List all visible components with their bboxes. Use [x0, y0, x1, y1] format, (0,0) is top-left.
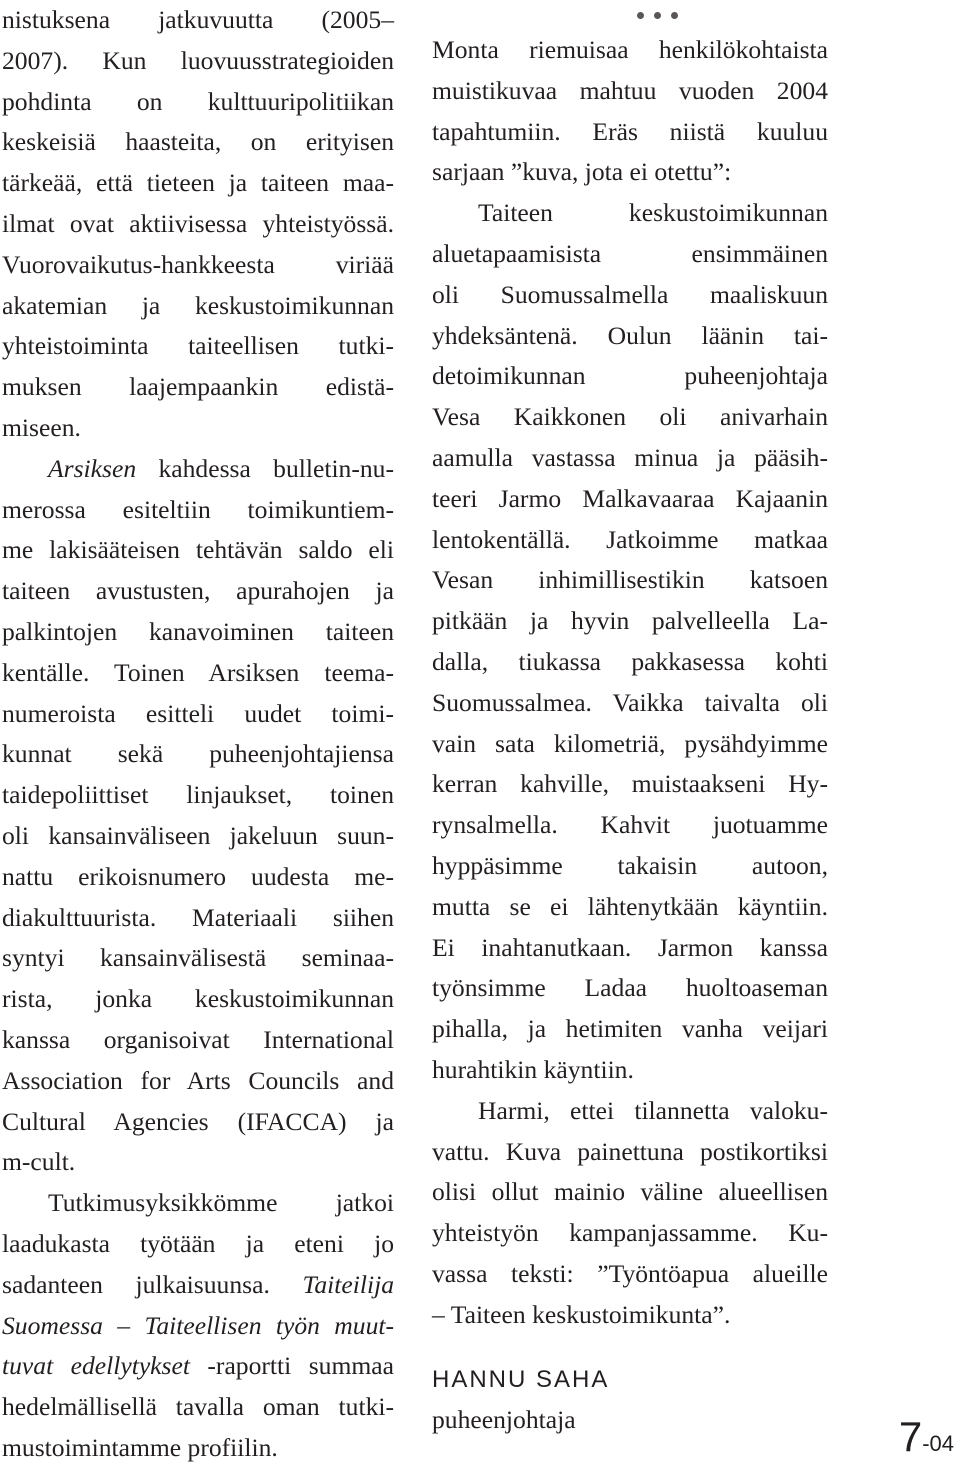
text-line: detoimikunnan puheenjohtaja: [432, 361, 828, 391]
text-line: aluetapaamisista ensimmäinen: [432, 238, 828, 268]
left-paragraph-2: [2, 449, 394, 1183]
text-line: yhteistyön kampanjassamme. Ku-: [432, 1218, 828, 1248]
text-line: vassa teksti: ”Työntöapua alueille: [432, 1258, 828, 1288]
text-fragment: -raportti summaa: [189, 1351, 394, 1381]
text-line: hurahtikin käyntiin.: [432, 1054, 634, 1084]
text-line: tärkeää, että tieteen ja taiteen maa-: [2, 168, 394, 198]
separator-dot: [671, 12, 678, 19]
text-line: rista, jonka keskustoimikunnan: [2, 984, 394, 1014]
text-fragment: kahdessa bulletin-nu-: [136, 453, 394, 483]
text-line: [2, 1306, 394, 1347]
text-line: teeri Jarmo Malkavaaraa Kajaanin: [432, 483, 828, 513]
page-number: [899, 1413, 954, 1461]
text-line: – Taiteen keskustoimikunta”.: [432, 1299, 731, 1329]
text-line: Taiteen keskustoimikunnan: [478, 198, 828, 228]
text-line: 2007). Kun luovuusstrategioiden: [2, 45, 394, 75]
report-title: Taiteilija: [302, 1269, 394, 1299]
right-column: [432, 0, 828, 1441]
text-line: yhteistoiminta taiteellisen tutki-: [2, 331, 394, 361]
text-line: Association for Arts Councils and: [2, 1065, 394, 1095]
text-line: taiteen avustusten, apurahojen ja: [2, 576, 394, 606]
text-line: me lakisääteisen tehtävän saldo eli: [2, 535, 394, 565]
text-line: akatemian ja keskustoimikunnan: [2, 290, 394, 320]
text-line: vain sata kilometriä, pysähdyimme: [432, 728, 828, 758]
text-line: syntyi kansainvälisestä seminaa-: [2, 943, 394, 973]
text-line: kunnat sekä puheenjohtajiensa: [2, 739, 394, 769]
text-line: kanssa organisoivat International: [2, 1024, 394, 1054]
text-line: pihalla, ja hetimiten vanha veijari: [432, 1014, 828, 1044]
text-line: palkintojen kanavoiminen taiteen: [2, 616, 394, 646]
left-paragraph-3: [2, 1183, 394, 1469]
right-paragraph-1: [432, 30, 828, 193]
text-line: lentokentällä. Jatkoimme matkaa: [432, 524, 828, 554]
signature-role: puheenjohtaja: [432, 1405, 576, 1435]
text-line: Cultural Agencies (IFACCA) ja: [2, 1106, 394, 1136]
right-paragraph-3: [432, 1091, 828, 1336]
text-line: Harmi, ettei tilannetta valoku-: [478, 1095, 828, 1125]
text-line: Monta riemuisaa henkilökohtaista: [432, 35, 828, 64]
text-line: kerran kahville, muistaakseni Hy-: [432, 769, 828, 799]
text-line: oli Suomussalmella maaliskuun: [432, 279, 828, 309]
text-line: taidepoliittiset linjaukset, toinen: [2, 780, 394, 810]
text-line: nattu erikoisnumero uudesta me-: [2, 861, 394, 891]
text-line: vattu. Kuva painettuna postikortiksi: [432, 1136, 828, 1166]
text-line: merossa esiteltiin toimikuntiem-: [2, 494, 394, 524]
text-line: nistuksena jatkuvuutta (2005–: [2, 5, 394, 34]
text-line: työnsimme Ladaa huoltoaseman: [432, 973, 828, 1003]
text-fragment: sadanteen julkaisuunsa.: [2, 1269, 303, 1299]
signature-name: HANNU SAHA: [432, 1365, 610, 1393]
text-line: numeroista esitteli uudet toimi-: [2, 698, 394, 728]
text-line: Vesan inhimillisestikin katsoen: [432, 565, 828, 595]
text-line: diakulttuurista. Materiaali siihen: [2, 902, 394, 932]
text-line: hedelmällisellä tavalla oman tutki-: [2, 1392, 394, 1422]
text-line: Vuorovaikutus-hankkeesta viriää: [2, 249, 394, 279]
text-line: olisi ollut mainio väline alueellisen: [432, 1177, 828, 1207]
text-line: mutta se ei lähtenytkään käyntiin.: [432, 891, 828, 921]
text-line: mustoimintamme profiilin.: [2, 1432, 278, 1462]
text-line: pohdinta on kulttuuripolitiikan: [2, 86, 394, 116]
separator-dot: [637, 12, 644, 19]
text-line: Ei inahtanutkaan. Jarmon kanssa: [432, 932, 828, 962]
text-line: sarjaan ”kuva, jota ei otettu”:: [432, 157, 732, 187]
text-line: oli kansainväliseen jakeluun suun-: [2, 820, 394, 850]
page-number-suffix: -04: [922, 1431, 954, 1456]
text-line: laadukasta työtään ja eteni jo: [2, 1228, 394, 1258]
publication-title: Arsiksen: [48, 453, 137, 483]
separator-dot: [654, 12, 661, 19]
text-line: yhdeksäntenä. Oulun läänin tai-: [432, 320, 828, 350]
page-number-main: 7: [898, 1413, 923, 1460]
text-line: keskeisiä haasteita, on erityisen: [2, 127, 394, 157]
text-line: dalla, tiukassa pakkasessa kohti: [432, 646, 828, 676]
text-line: Suomussalmea. Vaikka taivalta oli: [432, 687, 828, 717]
text-line: aamulla vastassa minua ja pääsih-: [432, 442, 828, 472]
text-line: Vesa Kaikkonen oli anivarhain: [432, 402, 828, 432]
text-line: pitkään ja hyvin palvelleella La-: [432, 606, 828, 636]
text-line: rynsalmella. Kahvit juotuamme: [432, 810, 828, 840]
text-line: muksen laajempaankin edistä-: [2, 372, 394, 402]
text-line: ilmat ovat aktiivisessa yhteistyössä.: [2, 208, 394, 238]
text-line: Tutkimusyksikkömme jatkoi: [48, 1188, 394, 1218]
section-separator-dots: [432, 0, 828, 30]
text-line: hyppäsimme takaisin autoon,: [432, 850, 828, 880]
text-line: [2, 449, 394, 490]
text-line: m-cult.: [2, 1147, 76, 1177]
text-line: [2, 1265, 394, 1306]
report-title: tuvat edellytykset: [2, 1351, 190, 1381]
left-column: [2, 0, 394, 1469]
report-title: Suomessa – Taiteellisen työn muut-: [2, 1310, 394, 1340]
text-line: tapahtumiin. Eräs niistä kuuluu: [432, 116, 828, 146]
text-line: [2, 1346, 394, 1387]
right-paragraph-2: [432, 193, 828, 1091]
text-line: kentälle. Toinen Arsiksen teema-: [2, 657, 394, 687]
text-line: muistikuvaa mahtuu vuoden 2004: [432, 75, 828, 105]
left-paragraph-1: [2, 0, 394, 449]
text-line: miseen.: [2, 412, 81, 442]
